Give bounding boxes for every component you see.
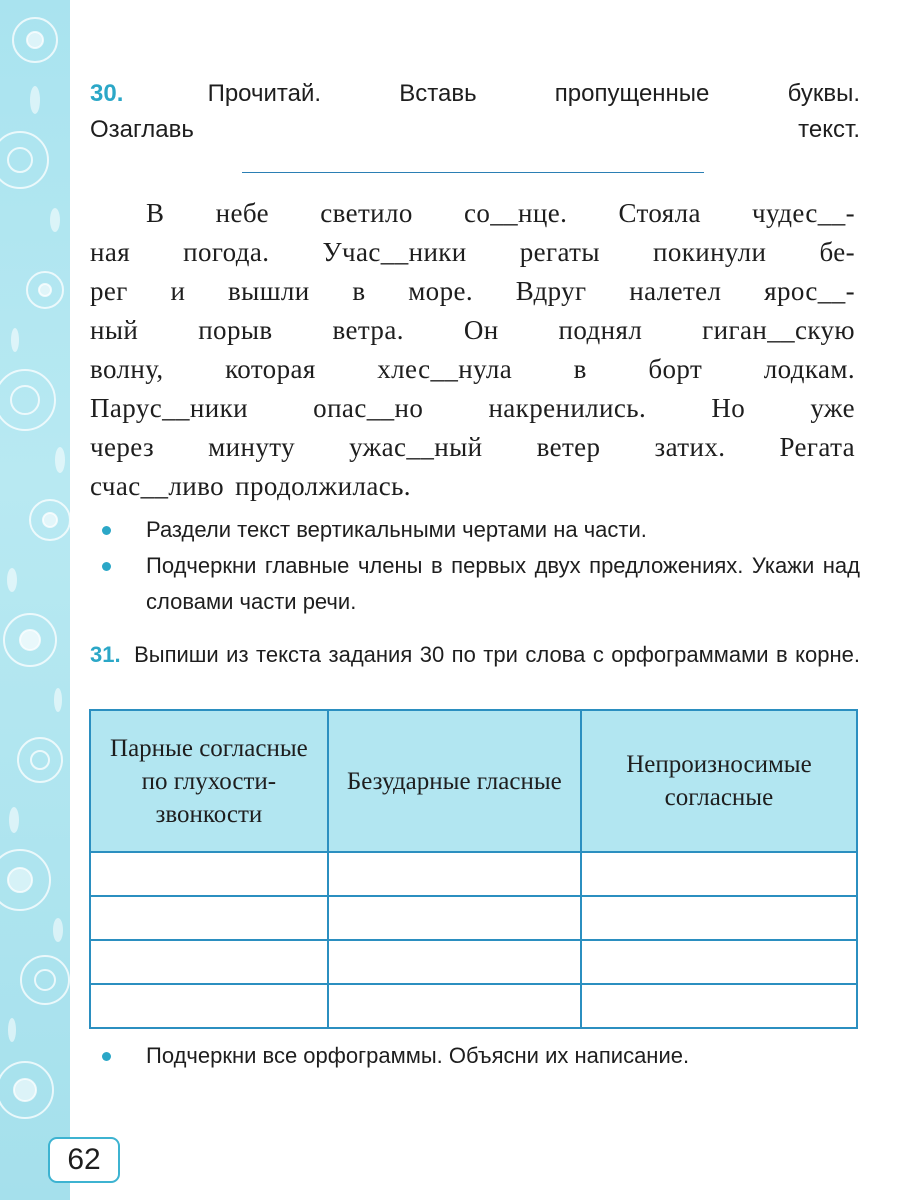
task-31-number: 31. [90,642,121,667]
bullet-item [90,512,860,548]
table-header-unstressed-vowels: Безударные гласные [328,710,581,852]
table-cell[interactable] [328,940,581,984]
task-31-bullets [90,1038,860,1074]
story-line: через минуту ужас__ный ветер затих. Регата [90,432,855,462]
bullet-dot-icon [102,526,111,535]
table-cell[interactable] [581,984,857,1028]
bullet-text: Подчеркни главные члены в первых двух предложениях. Укажи над словами части речи. [146,553,860,614]
task-30-instruction-text-2: Озаглавь текст. [90,116,860,143]
story-line: ный порыв ветра. Он поднял гиган__скую [90,315,855,345]
table-cell[interactable] [581,852,857,896]
bullet-item [90,548,860,620]
title-answer-line[interactable] [242,172,704,173]
story-line: ная погода. Учас__ники регаты покинули бе- [90,237,855,267]
table-row [90,896,857,940]
bullet-dot-icon [102,562,111,571]
task-30-instruction-line2 [90,112,860,184]
bullet-item [90,1038,860,1074]
orthogram-table [89,709,858,1029]
table-row [90,940,857,984]
table-cell[interactable] [581,940,857,984]
table-cell[interactable] [90,984,328,1028]
story-line: счас__ливо продолжилась. [90,471,411,501]
task-31-instruction-text: Выпиши из текста задания 30 по три слова с орфограммами в корне. [134,642,860,667]
story-line: Парус__ники опас__но накренились. Но уже [90,393,855,423]
task-30-number: 30. [90,80,124,107]
table-header-paired-consonants: Парные согласные по глухости-звонкости [90,710,328,852]
table-header-silent-consonants: Непроизносимые согласные [581,710,857,852]
story-line: рег и вышли в море. Вдруг налетел ярос__- [90,276,855,306]
story-line: волну, которая хлес__нула в борт лодкам. [90,354,855,384]
table-row [90,852,857,896]
table-cell[interactable] [90,852,328,896]
story-text [90,194,855,506]
task-30-bullets [90,512,860,620]
table-cell[interactable] [90,896,328,940]
table-cell[interactable] [581,896,857,940]
bullet-text: Подчеркни все орфограммы. Объясни их написание. [146,1043,690,1068]
table-cell[interactable] [90,940,328,984]
bullet-text: Раздели текст вертикальными чертами на части. [146,517,647,542]
task-30-instruction-text: Прочитай. Вставь пропущенные буквы. [207,80,860,107]
table-cell[interactable] [328,852,581,896]
page-number: 62 [48,1137,120,1183]
bullet-dot-icon [102,1052,111,1061]
table-cell[interactable] [328,896,581,940]
story-line: В небе светило со__нце. Стояла чудес__- [146,198,855,228]
flower-pattern-icon [0,0,70,1200]
decorative-margin [0,0,70,1200]
task-31-instruction [90,638,860,706]
table-cell[interactable] [328,984,581,1028]
table-row [90,984,857,1028]
